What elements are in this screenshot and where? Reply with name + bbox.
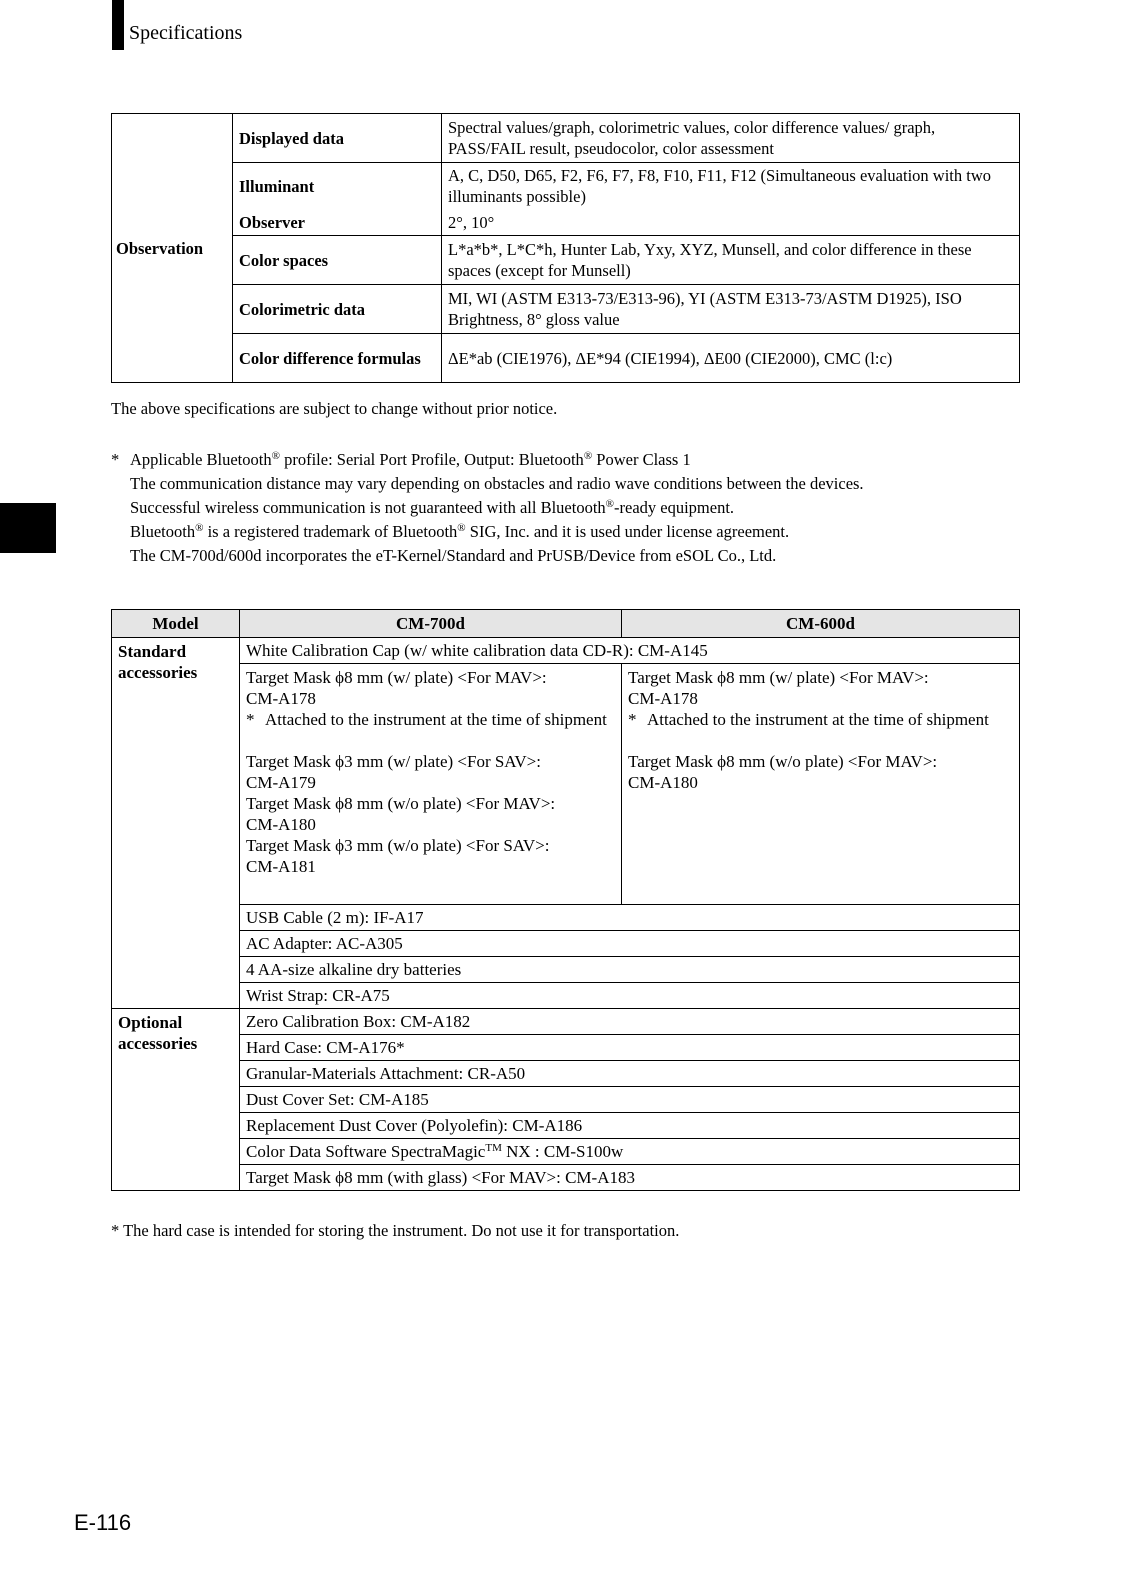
- spec-label: Colorimetric data: [233, 285, 442, 334]
- text: Applicable Bluetooth: [130, 450, 272, 469]
- text: NX : CM-S100w: [501, 1142, 624, 1161]
- mask-code: CM-A180: [246, 815, 316, 834]
- batteries-row: 4 AA-size alkaline dry batteries: [240, 957, 1020, 983]
- cm600d-mask-cell: [622, 664, 1020, 905]
- column-header-cm700d: CM-700d: [240, 610, 622, 638]
- table-row: [112, 638, 1020, 664]
- registered-mark: ®: [583, 450, 593, 462]
- table-row: [112, 1165, 1020, 1191]
- text: Attached to the instrument at the time of shipment: [265, 710, 607, 729]
- table-row: [112, 957, 1020, 983]
- dust-cover-set-row: Dust Cover Set: CM-A185: [240, 1087, 1020, 1113]
- page-header-title: Specifications: [129, 22, 243, 44]
- mask-item: Target Mask ϕ8 mm (w/o plate) <For MAV>:: [246, 794, 556, 813]
- text: Bluetooth: [130, 522, 196, 541]
- hard-case-row: Hard Case: CM-A176*: [240, 1035, 1020, 1061]
- mask-item: Target Mask ϕ8 mm (w/ plate) <For MAV>:: [246, 668, 547, 687]
- attached-note: [246, 709, 615, 730]
- attached-note: [628, 709, 1013, 730]
- table-row: [112, 1035, 1020, 1061]
- spacer: [246, 730, 615, 751]
- software-license-line: The CM-700d/600d incorporates the eT-Kernel/Standard and PrUSB/Device from eSOL Co., Ltd.: [130, 546, 777, 565]
- standard-accessories-label: Standard accessories: [112, 638, 240, 1009]
- granular-attachment-row: Granular-Materials Attachment: CR-A50: [240, 1061, 1020, 1087]
- mask-item: Target Mask ϕ3 mm (w/o plate) <For SAV>:: [246, 836, 550, 855]
- spec-row-observer: [112, 209, 1020, 236]
- cm700d-mask-cell: [240, 664, 622, 905]
- spec-value: MI, WI (ASTM E313-73/E313-96), YI (ASTM E313-73/ASTM D1925), ISO Brightness, 8° gloss value: [442, 285, 1020, 334]
- spec-row-color-difference: [112, 334, 1020, 383]
- usb-cable-row: USB Cable (2 m): IF-A17: [240, 905, 1020, 931]
- bluetooth-footnote: [111, 448, 864, 568]
- column-header-cm600d: CM-600d: [622, 610, 1020, 638]
- mask-item: Target Mask ϕ8 mm (w/ plate) <For MAV>:: [628, 668, 929, 687]
- chapter-tab-marker: [0, 503, 56, 553]
- footnote-asterisk: *: [111, 450, 120, 469]
- software-row: [240, 1139, 1020, 1165]
- text: Attached to the instrument at the time of shipment: [647, 710, 989, 729]
- spacer: [628, 730, 1013, 751]
- wrist-strap-row: Wrist Strap: CR-A75: [240, 983, 1020, 1009]
- spec-change-notice: The above specifications are subject to change without prior notice.: [111, 399, 558, 418]
- asterisk: *: [246, 710, 255, 729]
- registered-mark: ®: [271, 450, 280, 462]
- spec-label: Illuminant: [233, 163, 442, 210]
- mask-code: CM-A179: [246, 773, 316, 792]
- registered-mark: ®: [457, 522, 466, 534]
- spec-row-illuminant: [112, 163, 1020, 210]
- target-mask-row: [112, 664, 1020, 905]
- mask-code: CM-A181: [246, 857, 316, 876]
- registered-mark: ®: [605, 498, 615, 510]
- table-row: [112, 1061, 1020, 1087]
- spec-label: Observer: [233, 209, 442, 236]
- column-header-model: Model: [112, 610, 240, 638]
- optional-accessories-label: Optional accessories: [112, 1009, 240, 1191]
- mask-code: CM-A180: [628, 773, 698, 792]
- table-row: [112, 931, 1020, 957]
- spec-label: Color spaces: [233, 236, 442, 285]
- hard-case-footnote: * The hard case is intended for storing the instrument. Do not use it for transportation.: [111, 1221, 680, 1240]
- accessories-header-row: [112, 610, 1020, 638]
- mask-code: CM-A178: [628, 689, 698, 708]
- asterisk: *: [628, 710, 637, 729]
- text: is a registered trademark of Bluetooth: [203, 522, 458, 541]
- spec-row-color-spaces: [112, 236, 1020, 285]
- observation-spec-table: [111, 113, 1020, 383]
- spec-row-displayed-data: [112, 114, 1020, 163]
- spec-value: A, C, D50, D65, F2, F6, F7, F8, F10, F11, F12 (Simultaneous evaluation with two illuminants possible): [442, 163, 1020, 210]
- registered-mark: ®: [195, 522, 204, 534]
- spec-label: Displayed data: [233, 114, 442, 163]
- spec-label: Color difference formulas: [233, 334, 442, 383]
- spec-value: ΔE*ab (CIE1976), ΔE*94 (CIE1994), ΔE00 (CIE2000), CMC (l:c): [442, 334, 1020, 383]
- table-row: [112, 1087, 1020, 1113]
- spec-value: Spectral values/graph, colorimetric values, color difference values/ graph, PASS/FAIL result, pseudocolor, color assessment: [442, 114, 1020, 163]
- spec-value: L*a*b*, L*C*h, Hunter Lab, Yxy, XYZ, Munsell, and color difference in these spaces (except for Munsell): [442, 236, 1020, 285]
- table-row: [112, 1139, 1020, 1165]
- spec-value: 2°, 10°: [442, 209, 1020, 236]
- replacement-dust-cover-row: Replacement Dust Cover (Polyolefin): CM-A186: [240, 1113, 1020, 1139]
- text: SIG, Inc. and it is used under license agreement.: [465, 522, 790, 541]
- page-number: E-116: [74, 1510, 132, 1535]
- text: -ready equipment.: [614, 498, 735, 517]
- table-row: [112, 905, 1020, 931]
- text: Color Data Software SpectraMagic: [246, 1142, 486, 1161]
- wireless-guarantee-line: [111, 496, 864, 520]
- accessories-table: [111, 609, 1020, 1191]
- table-row: [112, 983, 1020, 1009]
- zero-calibration-row: Zero Calibration Box: CM-A182: [240, 1009, 1020, 1035]
- ac-adapter-row: AC Adapter: AC-A305: [240, 931, 1020, 957]
- text: Successful wireless communication is not guaranteed with all Bluetooth: [130, 498, 606, 517]
- mask-code: CM-A178: [246, 689, 316, 708]
- observation-group-label: Observation: [112, 114, 233, 383]
- table-row: [112, 1113, 1020, 1139]
- text: Power Class 1: [592, 450, 691, 469]
- header-bar: [112, 0, 124, 50]
- glass-mask-row: Target Mask ϕ8 mm (with glass) <For MAV>: CM-A183: [240, 1165, 1020, 1191]
- table-row: [112, 1009, 1020, 1035]
- mask-item: Target Mask ϕ3 mm (w/ plate) <For SAV>:: [246, 752, 541, 771]
- trademark-mark: TM: [485, 1142, 502, 1154]
- trademark-line: [111, 520, 864, 544]
- mask-item: Target Mask ϕ8 mm (w/o plate) <For MAV>:: [628, 752, 938, 771]
- calibration-cap-row: White Calibration Cap (w/ white calibration data CD-R): CM-A145: [240, 638, 1020, 664]
- communication-distance-line: The communication distance may vary depending on obstacles and radio wave conditions between the devices.: [130, 474, 864, 493]
- spec-row-colorimetric-data: [112, 285, 1020, 334]
- bluetooth-profile-line: [111, 448, 864, 472]
- text: profile: Serial Port Profile, Output: Bluetooth: [279, 450, 584, 469]
